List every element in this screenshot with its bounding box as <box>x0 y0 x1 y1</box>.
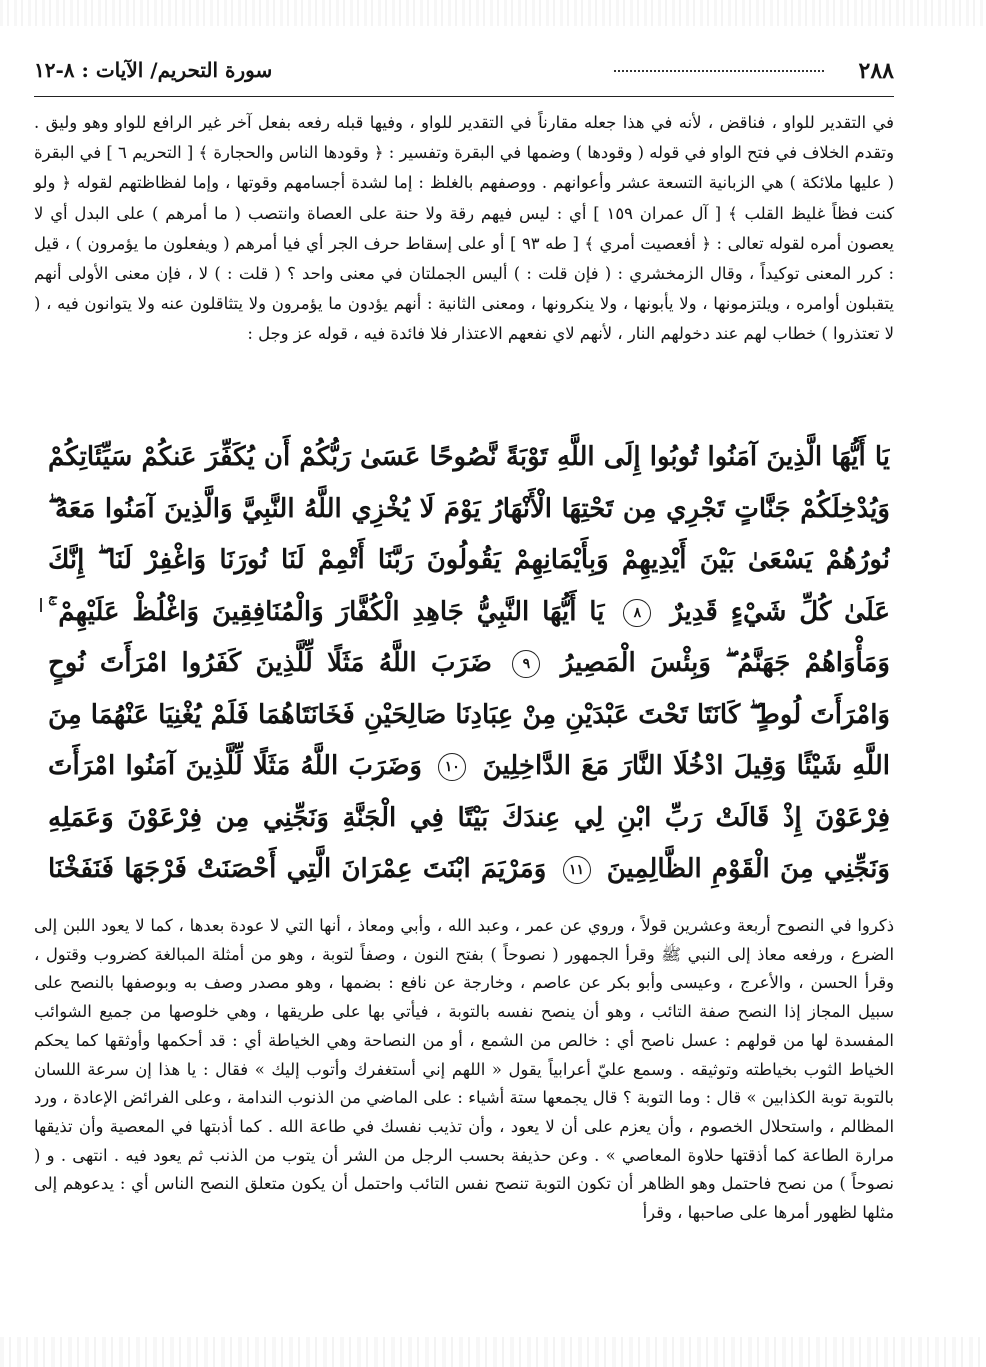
ayah-number-11: ١١ <box>563 856 591 884</box>
verse-8: يَا أَيُّهَا الَّذِينَ آمَنُوا تُوبُوا إِلَى اللَّهِ تَوْبَةً نَّصُوحًا عَسَىٰ رَبُّكُمْ أَن يُكَفِّرَ عَنكُمْ سَيِّئَاتِكُمْ وَيُدْخِلَكُمْ جَنَّاتٍ تَجْرِي مِن تَحْتِهَا الْأَنْهَارُ يَوْمَ لَا يُخْزِي اللَّهُ النَّبِيَّ وَالَّذِينَ آمَنُوا مَعَهُ ۖ نُورُهُمْ يَسْعَىٰ بَيْنَ أَيْدِيهِمْ وَبِأَيْمَانِهِمْ يَقُولُونَ رَبَّنَا أَتْمِمْ لَنَا نُورَنَا وَاغْفِرْ لَنَا ۖ إِنَّكَ عَلَىٰ كُلِّ شَيْءٍ قَدِيرٌ <box>48 442 890 627</box>
page-header <box>34 56 894 92</box>
verse-9: يَا أَيُّهَا النَّبِيُّ جَاهِدِ الْكُفَّارَ وَالْمُنَافِقِينَ وَاغْلُظْ عَلَيْهِمْ ۚ وَمَأْوَاهُمْ جَهَنَّمُ ۖ وَبِئْسَ الْمَصِيرُ <box>48 596 890 678</box>
verse-12: وَمَرْيَمَ ابْنَتَ عِمْرَانَ الَّتِي أَحْصَنَتْ فَرْجَهَا فَنَفَخْنَا <box>48 854 547 884</box>
scan-edge-top <box>0 0 986 26</box>
page-number: ٢٨٨ <box>858 58 894 84</box>
ayah-number-9: ٩ <box>512 650 540 678</box>
verse-11: وَضَرَبَ اللَّهُ مَثَلًا لِّلَّذِينَ آمَنُوا امْرَأَتَ فِرْعَوْنَ إِذْ قَالَتْ رَبِّ ابْنِ لِي عِندَكَ بَيْتًا فِي الْجَنَّةِ وَنَجِّنِي مِن فِرْعَوْنَ وَعَمَلِهِ وَنَجِّنِي مِنَ الْقَوْمِ الظَّالِمِينَ <box>48 751 890 884</box>
margin-mark <box>40 598 42 612</box>
ayah-number-8: ٨ <box>623 599 651 627</box>
header-rule <box>34 96 894 97</box>
commentary-top: في التقدير للواو ، فناقض ، لأنه في هذا جعله مقارناً في التقدير للواو ، وفيها قبله رفعه بفعل آخر غير الرافع للواو وهو وليق . وتقدم الخلاف في فتح الواو في قوله ( وقودها ) وضمها في البقرة وتفسير : ﴿ وقودها الناس والحجارة ﴾ [ التحريم ٦ ] في البقرة ( عليها ملائكة ) هي الزبانية التسعة عشر وأعوانهم . ووصفهم بالغلظ : إما لشدة أجسامهم وقوتها ، وإما لفظاظتهم لقوله ﴿ ولو كنت فظاً غليظ القلب ﴾ [ آل عمران ١٥٩ ] أي : ليس فيهم رقة ولا حنة على العصاة وانتصب ( ما أمرهم ) على البدل أي لا يعصون أمره لقوله تعالى : ﴿ أفعصيت أمري ﴾ [ طه ٩٣ ] أو على إسقاط حرف الجر أي فيا أمرهم ( ويفعلون ما يؤمرون ) ، قيل : كرر المعنى توكيداً ، وقال الزمخشري : ( فإن قلت : ) أليس الجملتان في معنى واحد ؟ ( قلت : ) لا ، فإن معنى الأولى أنهم يتقبلون أوامره ، ويلتزمونها ، ولا يأبونها ، ولا ينكرونها ، ومعنى الثانية : أنهم يؤدون ما يؤمرون ولا يتثاقلون عنه ولا يتوانون فيه ، ( لا تعتذروا ) خطاب لهم عند دخولهم النار ، لأنهم لاي نفعهم الاعتذار فلا فائدة فيه ، قوله عز وجل : <box>34 113 894 344</box>
header-dotted-leader <box>614 70 824 72</box>
commentary-bottom: ذكروا في النصوح أربعة وعشرين قولاً ، وروي عن عمر ، وعبد الله ، وأبي ومعاذ ، أنها التي لا عودة بعدها ، كما لا يعود اللبن إلى الضرع ، ورفعه معاذ إلى النبي ﷺ وقرأ الجمهور ( نصوحاً ) بفتح النون ، وصفاً لتوبة ، وهو من أمثلة المبالغة كضروب وقتول ، وقرأ الحسن ، والأعرج ، وعيسى وأبو بكر عن عاصم ، وخارجة عن نافع : بضمها ، وهو مصدر وصف به وبوصفها بالنصح على سبيل المجاز إذا النصح صفة التائب ، وهو أن ينصح نفسه بالتوبة ، فيأتي بها على طريقها ، وهي خلوصها من جميع الشوائب المفسدة لها من قولهم : عسل ناصح أي : خالص من الشمع ، أو من النصاحة وهي الخياطة أي : قد أحكمها وأوثقها كما يحكم الخياط الثوب بخياطته وتوثيقه . وسمع عليّ أعرابياً يقول « اللهم إني أستغفرك وأتوب إليك » فقال : يا هذا إن سرعة اللسان بالتوبة توبة الكذابين » قال : وما التوبة ؟ قال يجمعها ستة أشياء : على الماضي من الذنوب الندامة ، وعلى الفرائض الإعادة ، ورد المظالم ، واستحلال الخصوم ، وأن يعزم على أن لا يعود ، وأن تذيب نفسك في طاعة الله . كما أذبتها في المعصية وأن تذيقها مرارة الطاعة كما أذقتها حلاوة المعاصي » . وعن حذيفة بحسب الرجل من الشر أن يتوب من الذنب ثم يعود فيه . انتهى . و ( نصوحاً ) من نصح فاحتمل وهو الظاهر أن تكون التوبة تنصح نفس التائب واحتمل أن يكون متعلق النصح الناس أي : يدعوهم إلى مثلها لظهور أمرها على صاحبها ، وقرأ <box>34 916 895 1223</box>
verse-10: ضَرَبَ اللَّهُ مَثَلًا لِّلَّذِينَ كَفَرُوا امْرَأَتَ نُوحٍ وَامْرَأَتَ لُوطٍ ۖ كَانَتَا تَحْتَ عَبْدَيْنِ مِنْ عِبَادِنَا صَالِحَيْنِ فَخَانَتَاهُمَا فَلَمْ يُغْنِيَا عَنْهُمَا مِنَ اللَّهِ شَيْئًا وَقِيلَ ادْخُلَا النَّارَ مَعَ الدَّاخِلِينَ <box>48 648 890 781</box>
quran-verses <box>48 432 890 900</box>
scan-edge-bottom <box>0 1337 986 1367</box>
running-title: سورة التحريم/ الآيات : ٨-١٢ <box>34 58 273 82</box>
ayah-number-10: ١٠ <box>438 753 466 781</box>
